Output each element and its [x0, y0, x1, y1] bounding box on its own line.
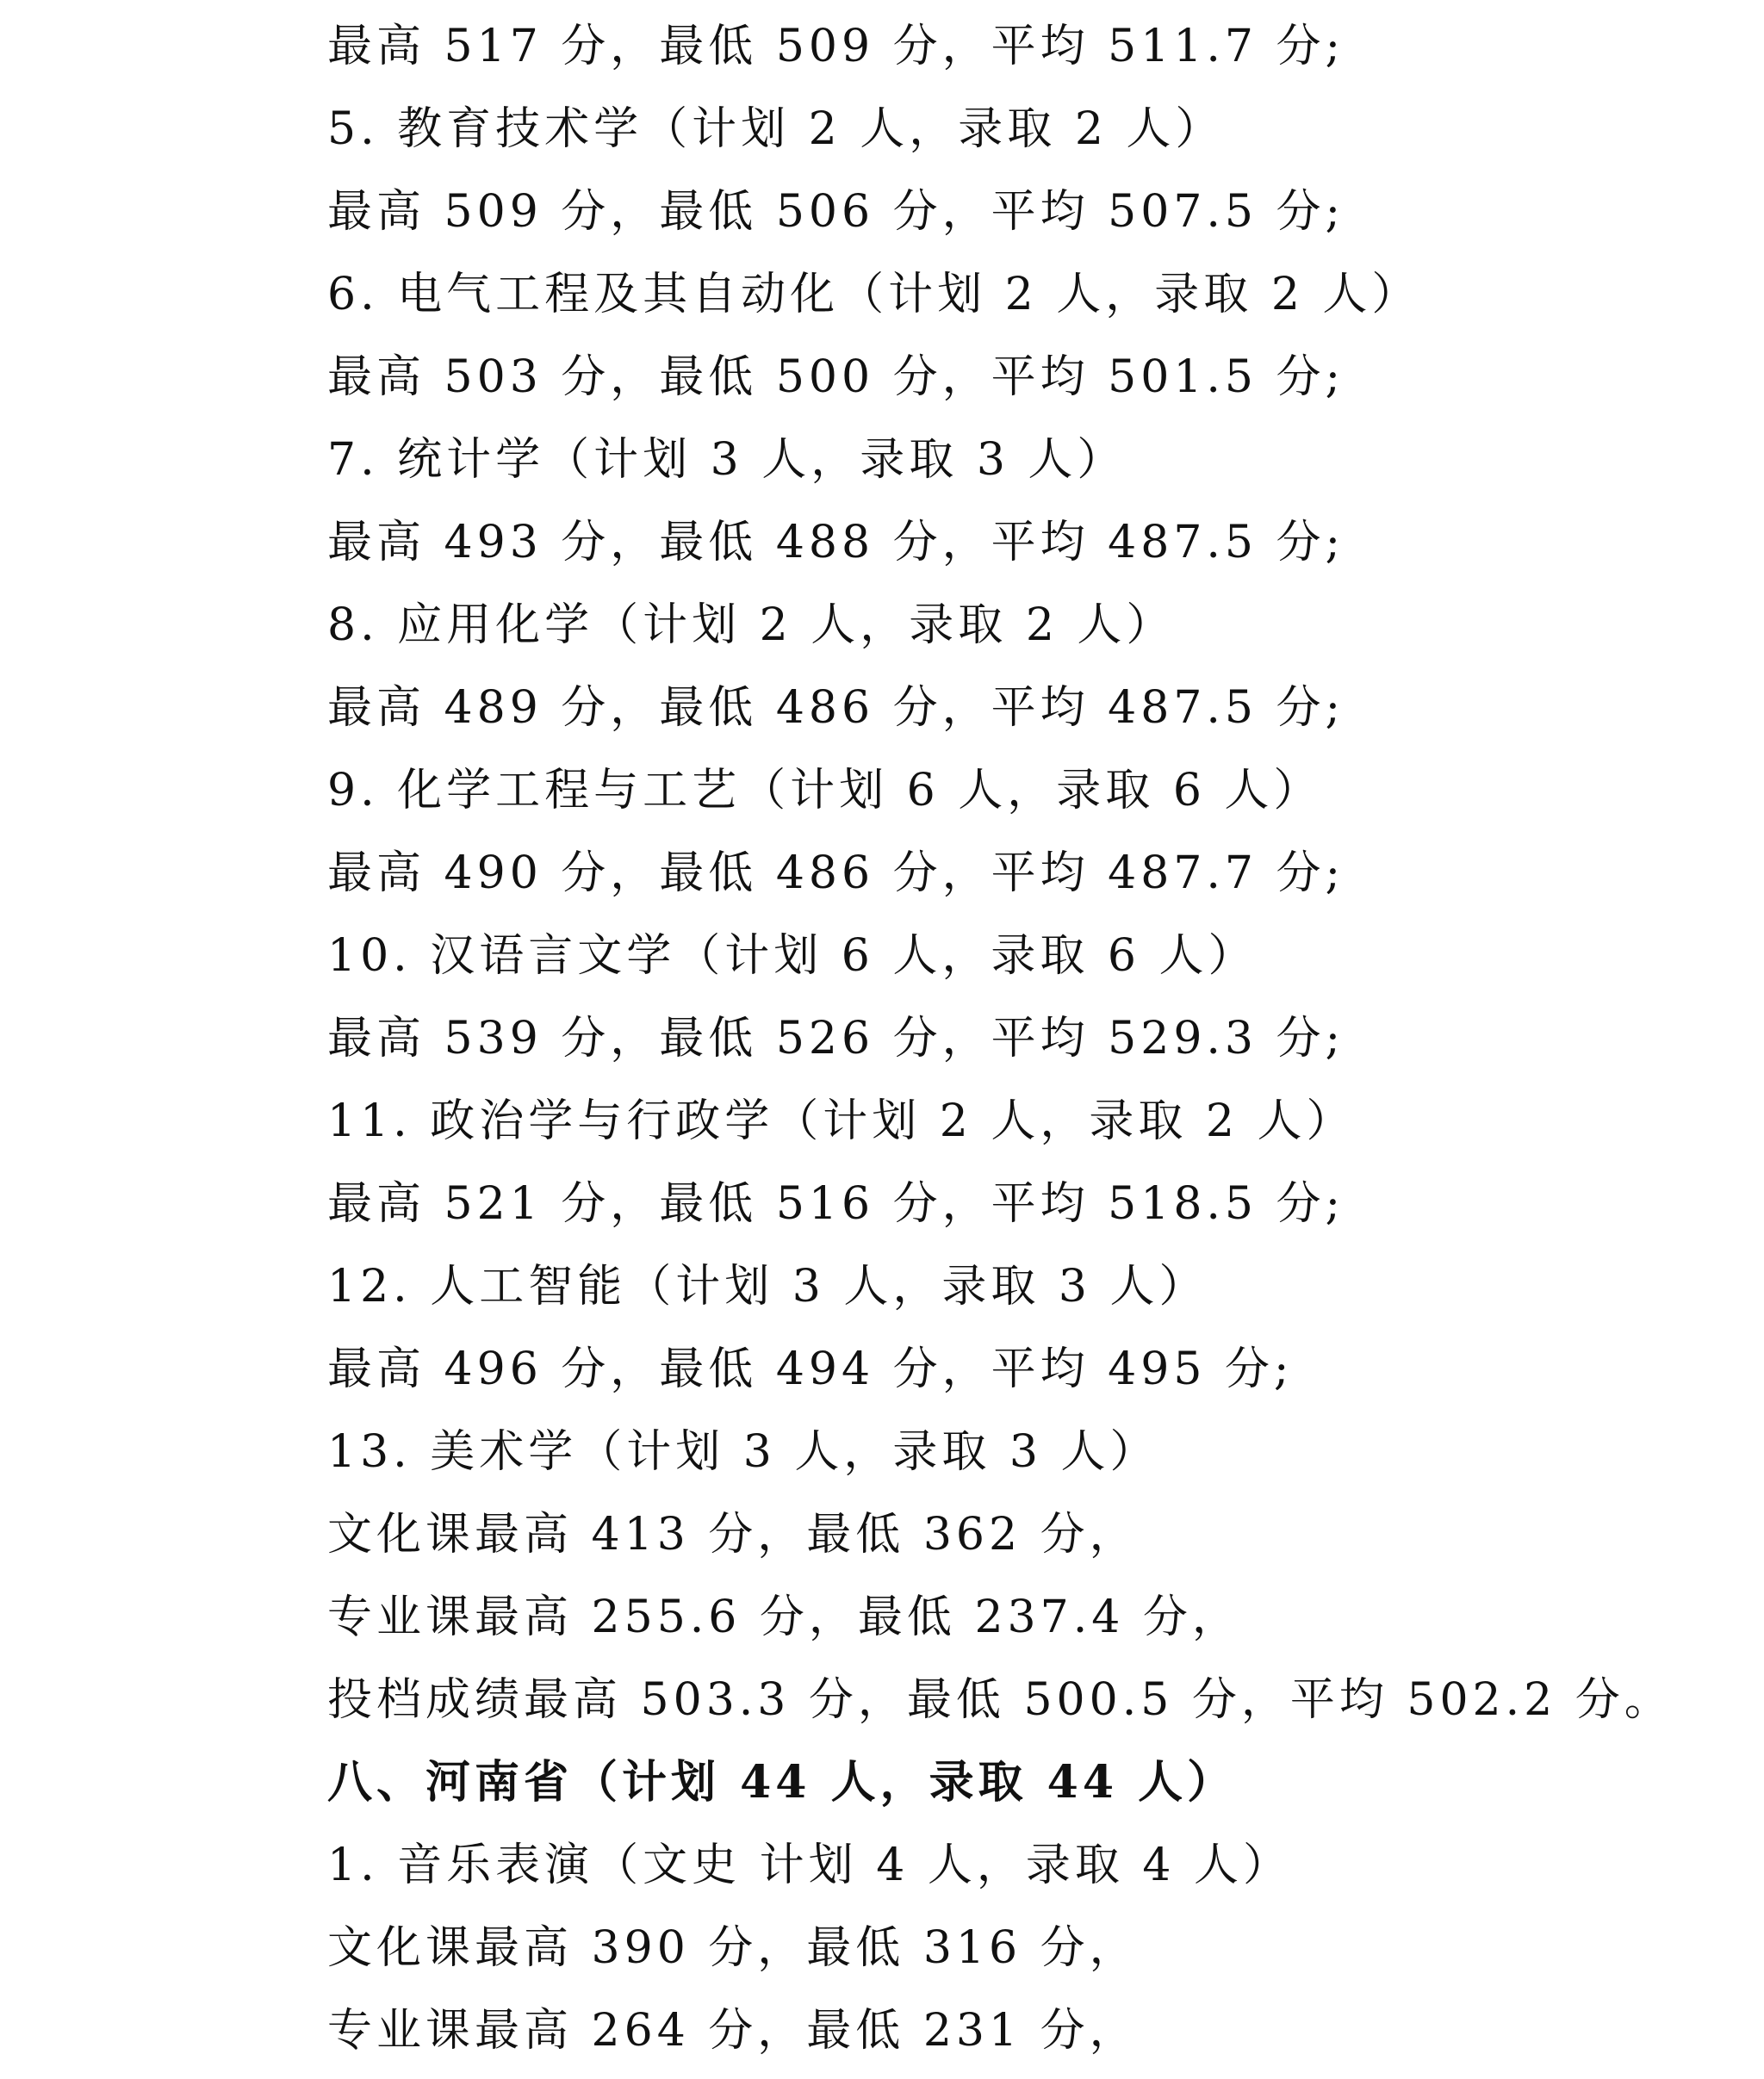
score-line: 最高 503 分，最低 500 分，平均 501.5 分; — [327, 351, 1345, 403]
score-line: 最高 489 分，最低 486 分，平均 487.5 分; — [327, 682, 1345, 734]
major-heading: 1. 音乐表演（文史 计划 4 人，录取 4 人） — [327, 1840, 1292, 1891]
score-line: 最高 490 分，最低 486 分，平均 487.7 分; — [327, 847, 1345, 899]
province-heading: 八、河南省（计划 44 人，录取 44 人） — [327, 1756, 1237, 1809]
major-heading: 12. 人工智能（计划 3 人，录取 3 人） — [327, 1261, 1208, 1313]
major-heading: 9. 化学工程与工艺（计划 6 人，录取 6 人） — [327, 765, 1323, 816]
score-line: 最高 509 分，最低 506 分，平均 507.5 分; — [327, 186, 1345, 238]
major-heading: 6. 电气工程及其自动化（计划 2 人，录取 2 人） — [327, 269, 1421, 320]
major-heading: 8. 应用化学（计划 2 人，录取 2 人） — [327, 599, 1176, 651]
major-score-line: 专业课最高 264 分，最低 231 分， — [327, 2005, 1139, 2057]
score-line: 最高 496 分，最低 494 分，平均 495 分; — [327, 1344, 1294, 1395]
score-line: 最高 521 分，最低 516 分，平均 518.5 分; — [327, 1178, 1345, 1230]
major-heading: 13. 美术学（计划 3 人，录取 3 人） — [327, 1426, 1159, 1478]
score-line: 最高 493 分，最低 488 分，平均 487.5 分; — [327, 517, 1345, 568]
major-heading: 10. 汉语言文学（计划 6 人，录取 6 人） — [327, 930, 1258, 982]
score-line: 最高 517 分，最低 509 分，平均 511.7 分; — [327, 21, 1345, 72]
major-heading: 11. 政治学与行政学（计划 2 人，录取 2 人） — [327, 1095, 1356, 1147]
major-score-line: 专业课最高 255.6 分，最低 237.4 分， — [327, 1592, 1241, 1643]
culture-score-line: 文化课最高 413 分，最低 362 分， — [327, 1509, 1139, 1561]
filing-score-line: 投档成绩最高 503.3 分，最低 500.5 分，平均 502.2 分。 — [327, 1674, 1674, 1726]
culture-score-line: 文化课最高 390 分，最低 316 分， — [327, 1922, 1139, 1974]
major-heading: 5. 教育技术学（计划 2 人，录取 2 人） — [327, 103, 1225, 155]
score-line: 最高 539 分，最低 526 分，平均 529.3 分; — [327, 1013, 1345, 1064]
major-heading: 7. 统计学（计划 3 人，录取 3 人） — [327, 434, 1127, 486]
